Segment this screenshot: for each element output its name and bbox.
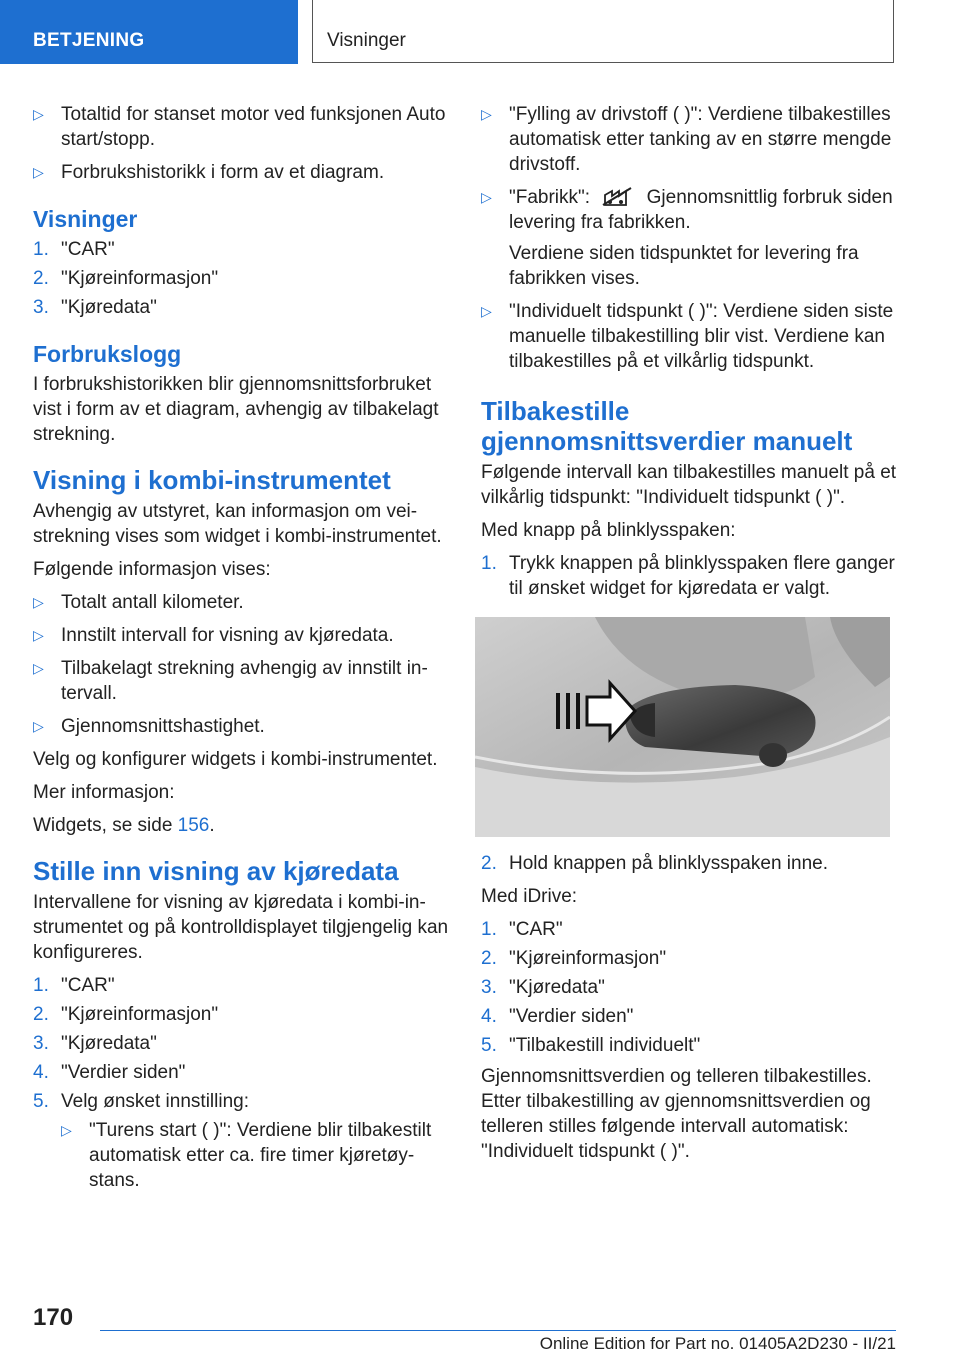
kombi-text: Avhengig av utstyret, kan informasjon om veistrekning vises som widget i kombi-instrumentet. xyxy=(33,501,442,547)
step-item: 3. "Kjøredata" xyxy=(481,977,605,998)
list-item: ▷ Innstilt intervall for visning av kjøredata. xyxy=(33,625,394,646)
triangle-bullet-icon: ▷ xyxy=(481,303,492,319)
right-column xyxy=(481,102,899,1172)
list-item: ▷ Totalt antall kilometer. xyxy=(33,592,244,613)
heading-tilbakestille: Tilbakestille gjennomsnittsverdier manuelt xyxy=(481,396,853,456)
step-item: 3. "Kjøredata" xyxy=(33,1033,157,1054)
factory-icon xyxy=(601,185,635,207)
triangle-bullet-icon: ▷ xyxy=(33,164,44,180)
kombi-configure-text: Velg og konfigurer widgets i kombi-instrumentet. xyxy=(33,749,438,770)
page-link-156[interactable]: 156 xyxy=(177,815,210,836)
step-item: 1. "CAR" xyxy=(33,239,115,260)
list-item: ▷ Tilbakelagt strekning avhengig av innstilt intervall. xyxy=(33,658,428,704)
chapter-tab[interactable] xyxy=(312,0,894,63)
stille-text: Intervallene for visning av kjøredata i kombi-instrumentet og på kontrolldisplayet tilgjengelig kan konfigureres. xyxy=(33,892,449,963)
kombi-intro: Følgende informasjon vises: xyxy=(33,559,271,580)
forbrukslogg-text: I forbrukshistorikken blir gjennomsnittsforbruket vist i form av et diagram, avhengig av tilbakelagt strekning. xyxy=(33,374,439,445)
list-item: ▷ "Fylling av drivstoff ( )": Verdiene tilbakestilles automatisk etter tanking av en større mengde drivstoff. xyxy=(481,104,892,175)
triangle-bullet-icon: ▷ xyxy=(33,627,44,643)
step-item: 4. "Verdier siden" xyxy=(481,1006,634,1027)
triangle-bullet-icon: ▷ xyxy=(33,594,44,610)
tilbake-text: Følgende intervall kan tilbakestilles manuelt på et vilkårlig tidspunkt: "Individuelt tidspunkt ( )". xyxy=(481,462,897,508)
step-item: 5. "Tilbakestill individuelt" xyxy=(481,1035,701,1056)
list-item: ▷ Gjennomsnittshastighet. xyxy=(33,716,265,737)
footer-divider xyxy=(100,1330,896,1331)
more-info-label: Mer informasjon: xyxy=(33,782,175,803)
step-item: 2. "Kjøreinformasjon" xyxy=(481,948,667,969)
heading-stille-inn: Stille inn visning av kjøredata xyxy=(33,856,399,886)
blinker-lever-illustration xyxy=(475,617,890,837)
idrive-label: Med iDrive: xyxy=(481,886,578,907)
step-item: 2. Hold knappen på blinklysspaken inne. xyxy=(481,853,828,874)
list-item: ▷ Forbrukshistorikk i form av et diagram. xyxy=(33,162,385,183)
step-item: 1. Trykk knappen på blinklysspaken flere ganger til ønsket widget for kjøredata er valgt. xyxy=(481,553,895,599)
step-item: 3. "Kjøredata" xyxy=(33,297,157,318)
section-tab-label: BETJENING xyxy=(33,30,145,51)
triangle-bullet-icon: ▷ xyxy=(481,106,492,122)
list-item: ▷ "Individuelt tidspunkt ( )": Verdiene siden siste manuelle tilbakestilling blir vist. Verdiene kan tilbakestilles på et vilkårlig tidspunkt. xyxy=(481,301,894,372)
triangle-bullet-icon: ▷ xyxy=(33,718,44,734)
list-item: ▷ Totaltid for stanset motor ved funksjonen Auto start/stopp. xyxy=(33,104,446,150)
heading-forbrukslogg: Forbrukslogg xyxy=(33,341,182,367)
triangle-bullet-icon: ▷ xyxy=(33,660,44,676)
step-item: 2. "Kjøreinformasjon" xyxy=(33,268,219,289)
closing-text: Gjennomsnittsverdien og telleren tilbakestilles. Etter tilbakestilling av gjennomsnittsverdien og telleren stilles følgende intervall automatisk: "Individuelt tidspunkt ( )". xyxy=(481,1066,872,1162)
list-item: ▷ "Fabrikk": Gjennomsnittlig forbruk siden levering fra fabrikken. xyxy=(481,187,893,233)
triangle-bullet-icon: ▷ xyxy=(33,106,44,122)
list-item: ▷ "Turens start ( )": Verdiene blir tilbakestilt automatisk etter ca. fire timer kjøretøystans. xyxy=(61,1120,432,1191)
blinker-intro: Med knapp på blinklysspaken: xyxy=(481,520,736,541)
footer-edition-text: Online Edition for Part no. 01405A2D230 - II/21 xyxy=(539,1334,896,1353)
chapter-tab-label: Visninger xyxy=(327,30,406,51)
widgets-reference: Widgets, se side 156. xyxy=(33,815,215,836)
triangle-bullet-icon: ▷ xyxy=(61,1122,72,1138)
step-item: 4. "Verdier siden" xyxy=(33,1062,186,1083)
step-item: 1. "CAR" xyxy=(481,919,563,940)
step-item: 1. "CAR" xyxy=(33,975,115,996)
section-tab[interactable] xyxy=(0,0,298,64)
step-item: 2. "Kjøreinformasjon" xyxy=(33,1004,219,1025)
heading-kombi: Visning i kombi-instrumentet xyxy=(33,465,391,495)
left-column xyxy=(33,102,453,1201)
triangle-bullet-icon: ▷ xyxy=(481,189,492,205)
page-number: 170 xyxy=(33,1304,74,1331)
fabrikk-continuation: Verdiene siden tidspunktet for levering fra fabrikken vises. xyxy=(509,243,859,289)
heading-visninger: Visninger xyxy=(33,206,138,232)
step-item: 5. Velg ønsket innstilling: xyxy=(33,1091,249,1112)
